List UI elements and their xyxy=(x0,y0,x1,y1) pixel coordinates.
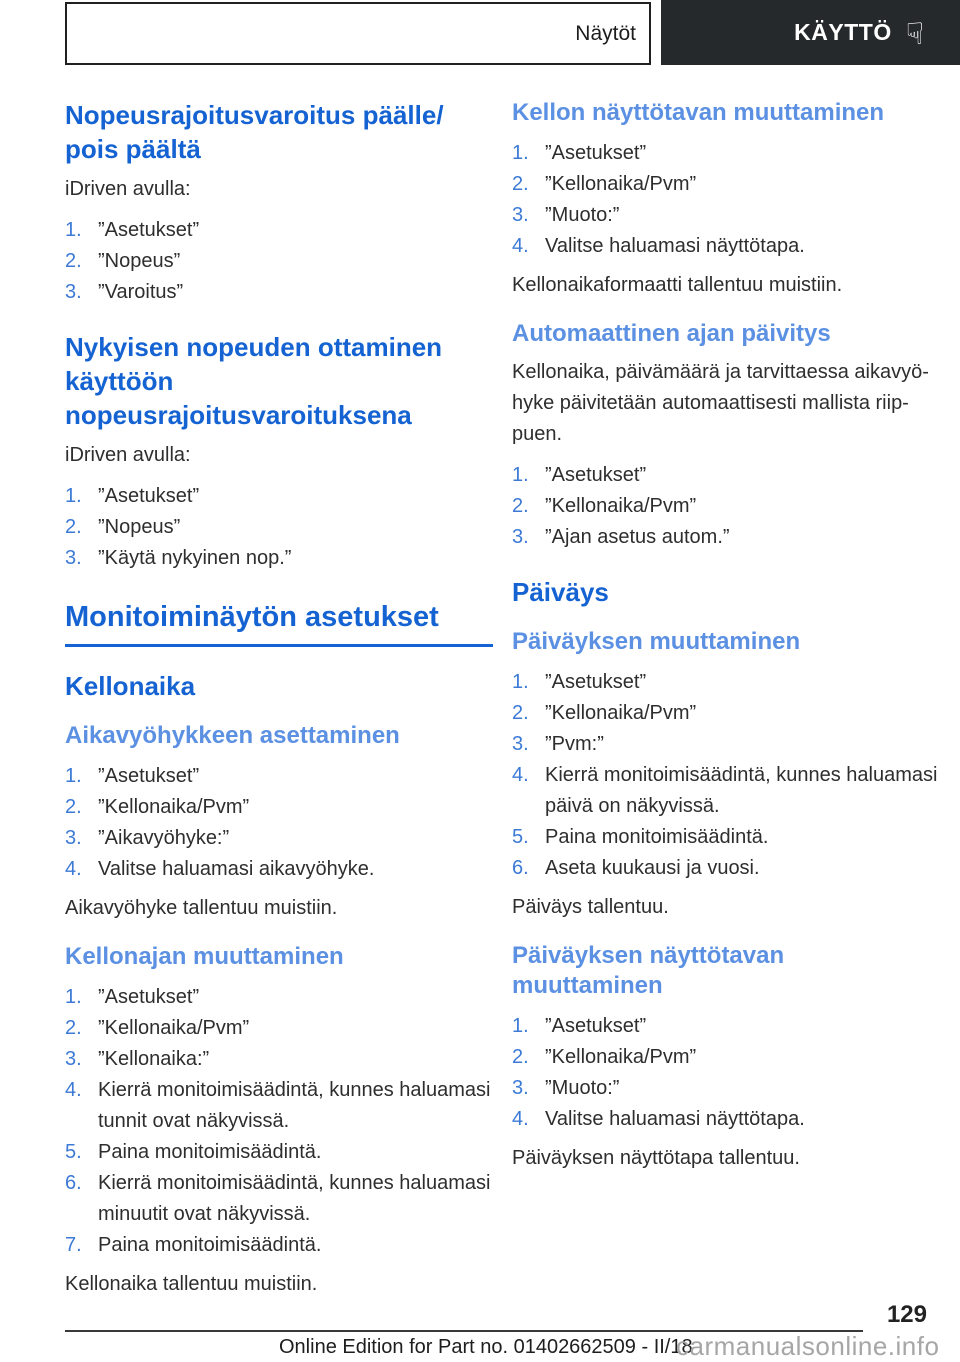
list-item-number: 2. xyxy=(65,250,82,272)
text-line: hyke päivitetään automaattisesti mallista riip- xyxy=(512,392,909,414)
list-item-text: ”Asetukset” xyxy=(98,765,200,787)
list-item-number: 1. xyxy=(65,765,82,787)
list-item xyxy=(65,854,493,885)
list-item-number: 1. xyxy=(65,485,82,507)
subsection-heading xyxy=(512,941,948,1001)
text-line: Nopeusrajoitusvaroitus päälle/ xyxy=(65,100,444,130)
text-line: Nykyisen nopeuden ottaminen xyxy=(65,332,443,362)
list-item-text: Kierrä monitoimisäädintä, kunnes haluamasi tunnit ovat näkyvissä. xyxy=(98,1079,491,1132)
body-paragraph: Päiväyksen näyttötapa tallentuu. xyxy=(512,1147,800,1169)
list-item xyxy=(512,1011,948,1042)
watermark-link[interactable]: carmanualsonline.info xyxy=(676,1331,940,1361)
text-line: nopeusrajoitusvaroituksena xyxy=(65,400,412,430)
list-item xyxy=(65,246,493,277)
header-chapter-label: KÄYTTÖ xyxy=(794,19,892,45)
list-item xyxy=(512,460,948,491)
numbered-list xyxy=(512,667,948,884)
text-line: pois päältä xyxy=(65,134,201,164)
list-item-text: ”Kellonaika/Pvm” xyxy=(545,173,697,195)
numbered-list xyxy=(512,1011,948,1135)
list-item-number: 3. xyxy=(65,547,82,569)
list-item-text: ”Kellonaika/Pvm” xyxy=(98,796,250,818)
list-item-text: ”Varoitus” xyxy=(98,281,184,303)
list-item-text: ”Asetukset” xyxy=(98,986,200,1008)
pointing-hand-icon: ☟ xyxy=(905,17,924,51)
text-line: muuttaminen xyxy=(512,972,663,999)
list-item xyxy=(65,1137,493,1168)
numbered-list xyxy=(512,138,948,262)
right-column xyxy=(512,96,948,1174)
subsection-heading: Kellonajan muuttaminen xyxy=(65,943,344,970)
list-item-text: Valitse haluamasi näyttötapa. xyxy=(545,1108,805,1130)
list-item-number: 3. xyxy=(65,1048,82,1070)
edition-text: Online Edition for Part no. 01402662509 - II/18 xyxy=(279,1336,693,1358)
header-section-label: Näytöt xyxy=(575,21,636,45)
list-item xyxy=(512,231,948,262)
list-item xyxy=(512,1073,948,1104)
list-item xyxy=(65,481,493,512)
list-item-text: ”Asetukset” xyxy=(545,464,647,486)
list-item-text: ”Ajan asetus autom.” xyxy=(545,526,730,548)
header-section-tab xyxy=(65,2,651,65)
list-item-number: 3. xyxy=(512,204,529,226)
list-item-number: 2. xyxy=(512,702,529,724)
list-item xyxy=(512,138,948,169)
numbered-list xyxy=(65,481,493,574)
list-item-number: 6. xyxy=(65,1172,82,1194)
list-item-text: ”Asetukset” xyxy=(545,142,647,164)
list-item xyxy=(65,277,493,308)
subsection-heading: Automaattinen ajan päivitys xyxy=(512,320,831,347)
list-item xyxy=(512,822,948,853)
subsection-heading: Kellon näyttötavan muuttaminen xyxy=(512,99,885,126)
list-item-text: ”Asetukset” xyxy=(98,485,200,507)
left-column xyxy=(65,96,493,1300)
list-item-number: 2. xyxy=(512,1046,529,1068)
list-item xyxy=(512,853,948,884)
list-item-number: 7. xyxy=(65,1234,82,1256)
list-item xyxy=(65,543,493,574)
list-item-number: 2. xyxy=(65,516,82,538)
list-item-number: 3. xyxy=(65,827,82,849)
list-item-text: ”Asetukset” xyxy=(545,671,647,693)
list-item-number: 2. xyxy=(512,495,529,517)
section-heading xyxy=(65,98,493,166)
list-item-number: 4. xyxy=(65,1079,82,1101)
list-item-text: ”Kellonaika/Pvm” xyxy=(98,1017,250,1039)
list-item xyxy=(512,491,948,522)
list-item-number: 1. xyxy=(512,1015,529,1037)
page-number: 129 xyxy=(886,1301,927,1328)
list-item-text: Kierrä monitoimisäädintä, kunnes haluamasi päivä on näkyvissä. xyxy=(545,764,938,817)
list-item-number: 3. xyxy=(65,281,82,303)
list-item-number: 3. xyxy=(512,733,529,755)
list-item-text: ”Kellonaika:” xyxy=(98,1048,210,1070)
list-item xyxy=(65,1230,493,1261)
list-item xyxy=(512,522,948,553)
list-item-number: 1. xyxy=(65,986,82,1008)
text-line: Kellonaika, päivämäärä ja tarvittaessa aikavyö- xyxy=(512,361,929,383)
list-item xyxy=(512,667,948,698)
body-paragraph: Päiväys tallentuu. xyxy=(512,896,669,918)
numbered-list xyxy=(65,215,493,308)
subsection-heading: Päiväyksen muuttaminen xyxy=(512,628,801,655)
list-item-text: Paina monitoimisäädintä. xyxy=(98,1234,322,1256)
list-item xyxy=(65,761,493,792)
list-item-number: 3. xyxy=(512,1077,529,1099)
list-item-text: ”Muoto:” xyxy=(545,204,620,226)
list-item-text: Aseta kuukausi ja vuosi. xyxy=(545,857,760,879)
list-item-text: ”Aikavyöhyke:” xyxy=(98,827,230,849)
numbered-list xyxy=(512,460,948,553)
list-item xyxy=(512,729,948,760)
list-item xyxy=(65,1168,493,1230)
list-item-text: ”Muoto:” xyxy=(545,1077,620,1099)
body-paragraph xyxy=(512,357,948,450)
text-line: käyttöön xyxy=(65,366,174,396)
chapter-title: Monitoiminäytön asetukset xyxy=(65,598,493,647)
list-item-text: Paina monitoimisäädintä. xyxy=(545,826,769,848)
list-item-text: ”Nopeus” xyxy=(98,250,181,272)
list-item xyxy=(65,792,493,823)
list-item-number: 1. xyxy=(512,671,529,693)
list-item-number: 1. xyxy=(512,464,529,486)
header-chapter-tab xyxy=(661,0,960,65)
list-item-number: 2. xyxy=(65,796,82,818)
list-item xyxy=(65,1013,493,1044)
list-item xyxy=(65,1075,493,1137)
list-item-text: ”Kellonaika/Pvm” xyxy=(545,1046,697,1068)
section-heading: Päiväys xyxy=(512,577,609,607)
list-item xyxy=(512,760,948,822)
list-item xyxy=(65,1044,493,1075)
list-item xyxy=(512,698,948,729)
list-item xyxy=(512,200,948,231)
list-item-text: ”Nopeus” xyxy=(98,516,181,538)
section-heading: Kellonaika xyxy=(65,671,196,701)
body-paragraph: Kellonaika tallentuu muistiin. xyxy=(65,1273,318,1295)
list-item xyxy=(512,1042,948,1073)
list-item xyxy=(65,982,493,1013)
numbered-list xyxy=(65,982,493,1261)
list-item-text: ”Käytä nykyinen nop.” xyxy=(98,547,292,569)
list-item-number: 4. xyxy=(65,858,82,880)
list-item-number: 4. xyxy=(512,764,529,786)
list-item-number: 1. xyxy=(65,219,82,241)
text-line: puen. xyxy=(512,423,563,445)
section-heading xyxy=(65,330,493,432)
list-item-number: 5. xyxy=(65,1141,82,1163)
list-item-text: Paina monitoimisäädintä. xyxy=(98,1141,322,1163)
list-item xyxy=(65,512,493,543)
body-paragraph: Kellonaikaformaatti tallentuu muistiin. xyxy=(512,274,843,296)
list-item-number: 3. xyxy=(512,526,529,548)
list-item-number: 5. xyxy=(512,826,529,848)
list-item-text: ”Asetukset” xyxy=(98,219,200,241)
list-item-text: ”Kellonaika/Pvm” xyxy=(545,702,697,724)
list-item xyxy=(512,1104,948,1135)
list-item-text: Valitse haluamasi aikavyöhyke. xyxy=(98,858,375,880)
list-item-number: 2. xyxy=(65,1017,82,1039)
subsection-heading: Aikavyöhykkeen asettaminen xyxy=(65,722,400,749)
body-paragraph: Aikavyöhyke tallentuu muistiin. xyxy=(65,897,338,919)
list-item xyxy=(65,215,493,246)
list-item-text: ”Asetukset” xyxy=(545,1015,647,1037)
list-item-number: 4. xyxy=(512,235,529,257)
list-item xyxy=(65,823,493,854)
list-item-text: ”Kellonaika/Pvm” xyxy=(545,495,697,517)
body-paragraph: iDriven avulla: xyxy=(65,178,191,200)
numbered-list xyxy=(65,761,493,885)
body-paragraph: iDriven avulla: xyxy=(65,444,191,466)
list-item xyxy=(512,169,948,200)
list-item-number: 4. xyxy=(512,1108,529,1130)
text-line: Päiväyksen näyttötavan xyxy=(512,942,785,969)
list-item-number: 2. xyxy=(512,173,529,195)
list-item-number: 6. xyxy=(512,857,529,879)
list-item-text: Valitse haluamasi näyttötapa. xyxy=(545,235,805,257)
list-item-text: ”Pvm:” xyxy=(545,733,604,755)
list-item-number: 1. xyxy=(512,142,529,164)
list-item-text: Kierrä monitoimisäädintä, kunnes haluamasi minuutit ovat näkyvissä. xyxy=(98,1172,491,1225)
